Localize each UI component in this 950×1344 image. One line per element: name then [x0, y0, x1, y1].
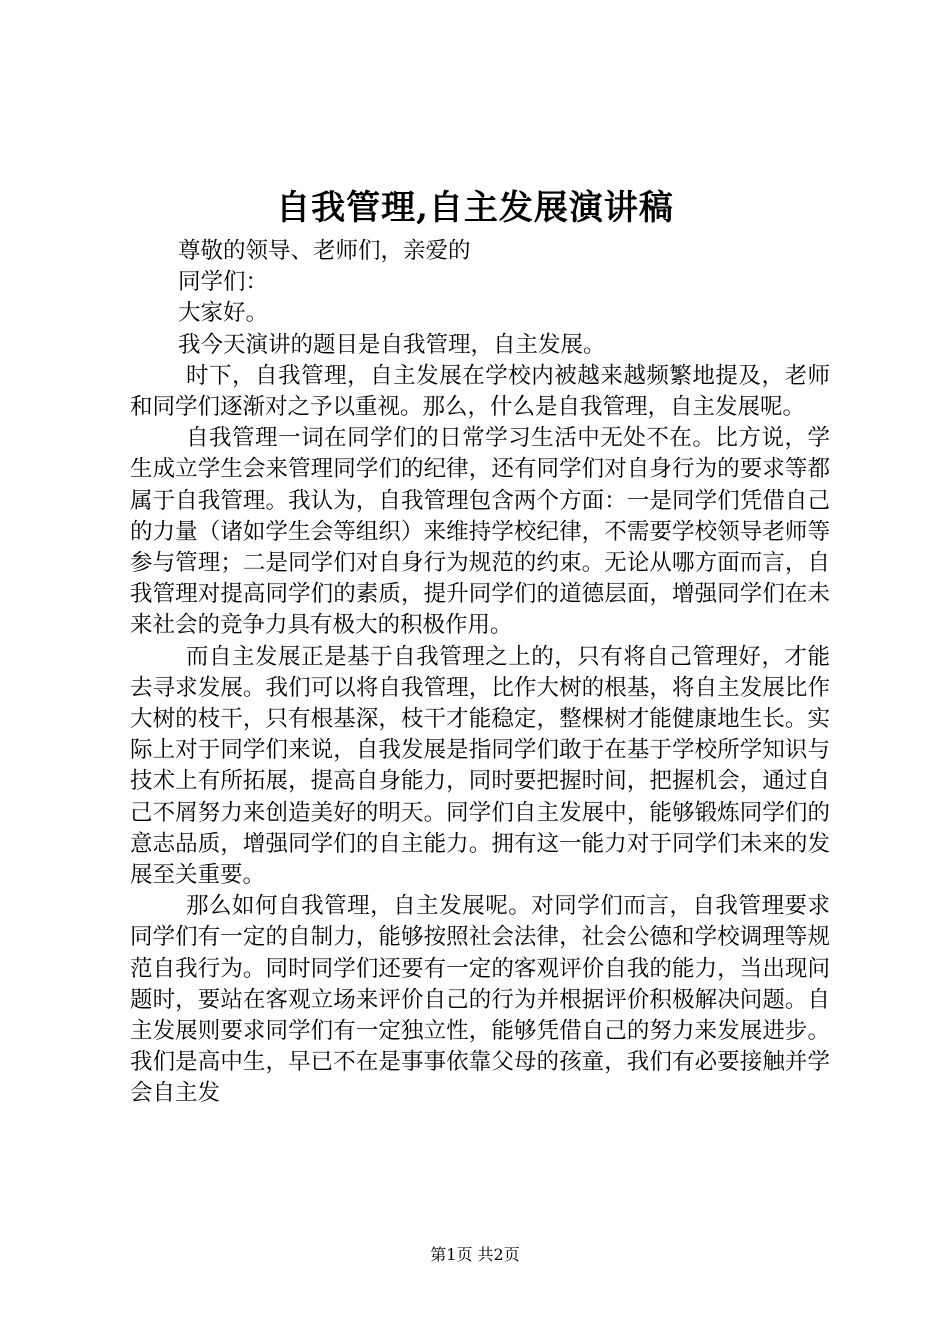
paragraph: 那么如何自我管理，自主发展呢。对同学们而言，自我管理要求同学们有一定的自制力，能够按照社会法律，社会公德和学校调理等规范自我行为。同时同学们还要有一定的客观评价自我的能力，当出现问题时，要站在客观立场来评价自己的行为并根据评价积极解决问题。自主发展则要求同学们有一定独立性，能够凭借自己的努力来发展进步。我们是高中生，早已不在是事事依靠父母的孩童，我们有必要接触并学会自主发	[130, 893, 830, 1107]
salutation-line-2: 同学们：	[178, 269, 269, 296]
topic-intro: 我今天演讲的题目是自我管理，自主发展。	[178, 331, 606, 358]
paragraph: 而自主发展正是基于自我管理之上的，只有将自己管理好，才能去寻求发展。我们可以将自我管理，比作大树的根基，将自主发展比作大树的枝干，只有根基深，枝干才能稳定，整棵树才能健康地生长。实际上对于同学们来说，自我发展是指同学们敢于在基于学校所学知识与技术上有所拓展，提高自身能力，同时要把握时间，把握机会，通过自己不屑努力来创造美好的明天。同学们自主发展中，能够锻炼同学们的意志品质，增强同学们的自主能力。拥有这一能力对于同学们未来的发展至关重要。	[130, 643, 830, 889]
greeting: 大家好。	[178, 300, 269, 327]
paragraph: 自我管理一词在同学们的日常学习生活中无处不在。比方说，学生成立学生会来管理同学们的纪律，还有同学们对自身行为的要求等都属于自我管理。我认为，自我管理包含两个方面：一是同学们凭借自己的力量（诸如学生会等组织）来维持学校纪律，不需要学校领导老师等参与管理；二是同学们对自身行为规范的约束。无论从哪方面而言，自我管理对提高同学们的素质，提升同学们的道德层面，增强同学们在未来社会的竞争力具有极大的积极作用。	[130, 425, 830, 639]
page-number: 第1页 共2页	[430, 1245, 520, 1264]
document-body	[130, 236, 830, 1110]
document-title: 自我管理,自主发展演讲稿	[276, 188, 674, 228]
salutation-line-1: 尊敬的领导、老师们，亲爱的	[178, 238, 471, 264]
paragraph: 时下，自我管理，自主发展在学校内被越来越频繁地提及，老师和同学们逐渐对之予以重视。那么，什么是自我管理，自主发展呢。	[130, 362, 830, 421]
